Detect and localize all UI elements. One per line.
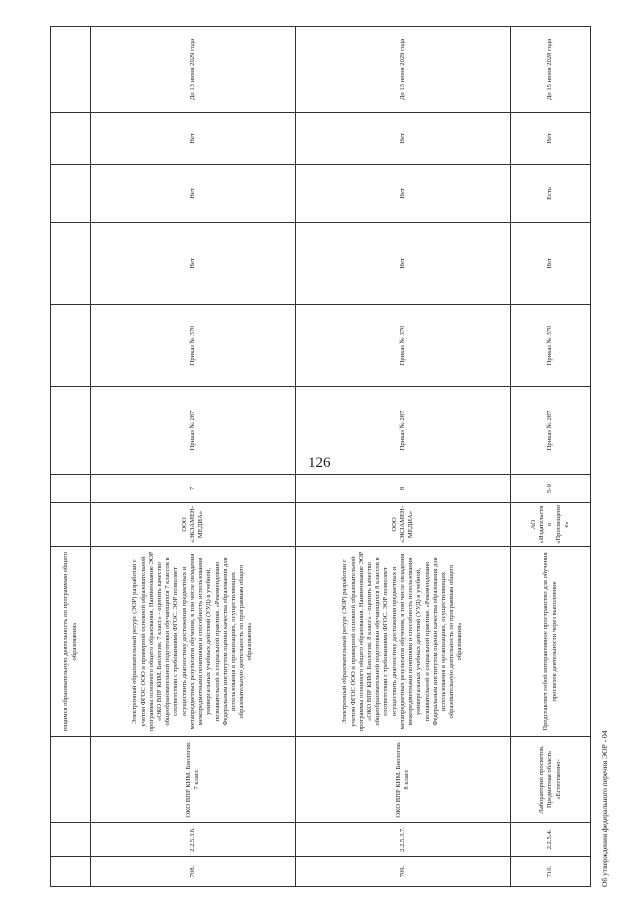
cell-n1: Нет — [296, 223, 511, 305]
cell-name: ОКО ВПР КИМ. Биология. 8 класс — [296, 737, 511, 823]
cell-cls — [51, 475, 91, 503]
page-number: 126 — [308, 455, 331, 471]
cell-deadline: До 15 июня 2028 года — [511, 27, 591, 113]
cell-n3: Нет — [511, 113, 591, 165]
cell-order2: Приказ № 370 — [91, 305, 296, 387]
cell-owner: ООО «ЭКЗАМЕН-МЕДИА» — [91, 503, 296, 547]
cell-n2: Есть — [511, 165, 591, 223]
cell-code — [51, 823, 91, 857]
cell-n3: Нет — [296, 113, 511, 165]
cell-name — [51, 737, 91, 823]
cell-n2 — [51, 165, 91, 223]
cell-n1: Нет — [91, 223, 296, 305]
cell-desc: Электронный образовательный ресурс (ЭОР) разработан с учетом ФГОС ООО и примерной основной образовательной программы основного общего образования. Наименование ЭОР «ОКО ВПР КИМ. Биология. 8 класс» - оценить качество общеобразовательной подготовки обучающихся 8 классов в соответствии с требованиями ФГОС. ЭОР позволяет осуществить диагностику достижения предметных и метапредметных результатов обучения, в том числе овладения межпредметными понятиями и способность использования универсальных учебных действий (УУД) в учебной, познавательной и социальной практике. «Рекомендовано Федеральным институтом оценки качества образования для использования в организациях, осуществляющих образовательную деятельность по программам общего образования» — [296, 547, 511, 737]
cell-n2: Нет — [91, 165, 296, 223]
table-row — [511, 27, 591, 887]
cell-cls: 5-9 — [511, 475, 591, 503]
table-row — [296, 27, 511, 887]
cell-n3: Нет — [91, 113, 296, 165]
cell-num: 709. — [296, 857, 511, 887]
cell-order2 — [51, 305, 91, 387]
cell-deadline: До 13 июня 2029 года — [91, 27, 296, 113]
cell-num: 710. — [511, 857, 591, 887]
table-row — [91, 27, 296, 887]
footnote: Об утверждении федерального перечня ЭОР - 04 — [600, 730, 609, 887]
resource-table — [50, 26, 591, 887]
cell-desc: Представляет собой интерактивное пространство для обучения просветов деятельности через выполнение — [511, 547, 591, 737]
cell-code: 2.2.5.4. — [511, 823, 591, 857]
cell-deadline — [51, 27, 91, 113]
cell-owner: ООО «ЭКЗАМЕН-МЕДИА» — [296, 503, 511, 547]
cell-order1 — [51, 387, 91, 475]
cell-n3 — [51, 113, 91, 165]
cell-owner — [51, 503, 91, 547]
cell-code: 2.2.5.3.6. — [91, 823, 296, 857]
cell-n2: Нет — [296, 165, 511, 223]
cell-order1: Приказ № 287 — [511, 387, 591, 475]
cell-order1: Приказ № 287 — [91, 387, 296, 475]
cell-n1: Нет — [511, 223, 591, 305]
cell-order2: Приказ № 370 — [511, 305, 591, 387]
cell-order1: Приказ № 287 — [296, 387, 511, 475]
cell-owner: АО «Издательство «Просвещение» — [511, 503, 591, 547]
cell-n1 — [51, 223, 91, 305]
rotated-page — [50, 27, 590, 887]
cell-deadline: До 13 июня 2029 года — [296, 27, 511, 113]
cell-order2: Приказ № 370 — [296, 305, 511, 387]
cell-name: ОКО ВПР КИМ. Биология. 7 класс — [91, 737, 296, 823]
cell-name: Лаборатории просветов. Предметная область «Естественно- — [511, 737, 591, 823]
cell-num — [51, 857, 91, 887]
cell-cls: 7 — [91, 475, 296, 503]
table-row — [51, 27, 91, 887]
cell-code: 2.2.5.3.7. — [296, 823, 511, 857]
cell-cls: 8 — [296, 475, 511, 503]
cell-num: 708. — [91, 857, 296, 887]
cell-desc: Электронный образовательный ресурс (ЭОР) разработан с учетом ФГОС ООО и примерной основной образовательной программы основного общего образования. Наименование ЭОР «ОКО ВПР КИМ. Биология. 7 класс» - оценить качество общеобразовательной подготовки обучающихся 7 классов в соответствии с требованиями ФГОС. ЭОР позволяет осуществить диагностику достижения предметных и метапредметных результатов обучения, в том числе овладения межпредметными понятиями и способность использования универсальных учебных действий (УУД) в учебной, познавательной и социальной практике. «Рекомендовано Федеральным институтом оценки качества образования для использования в организациях, осуществляющих образовательную деятельность по программам общего образования» — [91, 547, 296, 737]
cell-desc: ющимся образовательную деятельность по программам общего образования» — [51, 547, 91, 737]
